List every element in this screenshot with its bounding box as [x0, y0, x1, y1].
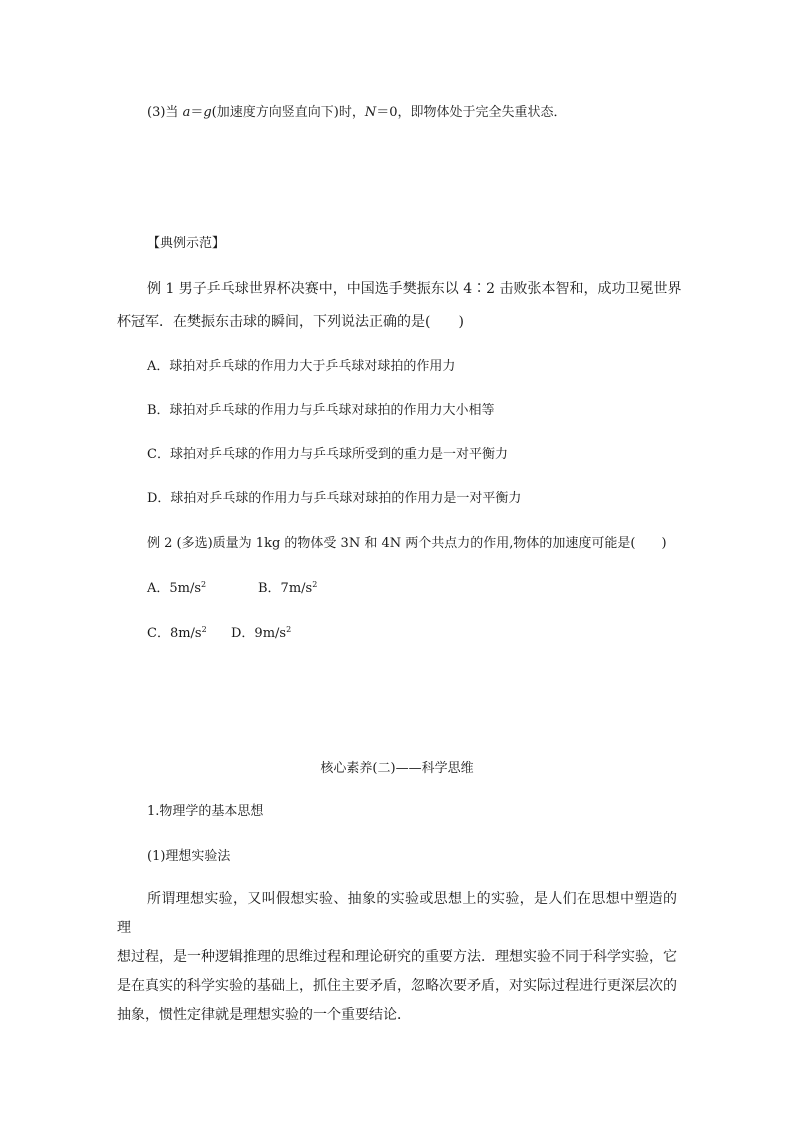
example1-option-c: C．球拍对乒乓球的作用力与乒乓球所受到的重力是一对平衡力: [147, 447, 508, 462]
example2-option-b: B．$7m/s^2$: [258, 580, 318, 596]
example1-option-d: D．球拍对乒乓球的作用力与乒乓球对球拍的作用力是一对平衡力: [147, 491, 522, 506]
paragraph-line: 抽象，惯性定律就是理想实验的一个重要结论．: [117, 1007, 411, 1023]
example2-option-a: A．$5m/s^2$: [147, 580, 207, 596]
example2-stem: 例 2 (多选)质量为 1kg 的物体受 3N 和 4N 两个共点力的作用,物体的加速度可能是( ): [147, 536, 667, 551]
paragraph-line: 所谓理想实验，又叫假想实验、抽象的实验或思想上的实验，是人们在思想中塑造的理: [117, 891, 677, 936]
subheading-basic-ideas: 1.物理学的基本思想: [147, 804, 264, 819]
paragraph-line: 是在真实的科学实验的基础上，抓住主要矛盾，忽略次要矛盾，对实际过程进行更深层次的: [117, 978, 677, 994]
example2-option-d: D．$9m/s^2$: [231, 625, 292, 641]
section-title: 核心素养(二)——科学思维: [320, 761, 474, 776]
ideal-experiment-paragraph: [117, 885, 677, 1030]
paragraph-line: 想过程，是一种逻辑推理的思维过程和理论研究的重要方法．理想实验不同于科学实验，它: [117, 949, 677, 965]
example1-stem-line1: 例 1 男子乒乓球世界杯决赛中，中国选手樊振东以 4∶2 击败张本智和，成功卫冕世界: [147, 281, 682, 297]
example2-option-c: C．$8m/s^2$: [147, 625, 207, 641]
example1-option-b: B．球拍对乒乓球的作用力与乒乓球对球拍的作用力大小相等: [147, 403, 495, 418]
example1-option-a: A．球拍对乒乓球的作用力大于乒乓球对球拍的作用力: [147, 359, 456, 374]
weightlessness-statement: (3)当 a＝g(加速度方向竖直向下)时，N＝0，即物体处于完全失重状态．: [147, 105, 567, 120]
example1-stem-line2: 杯冠军．在樊振东击球的瞬间，下列说法正确的是( ): [117, 314, 464, 330]
examples-heading: 【典例示范】: [147, 236, 226, 251]
subheading-ideal-experiment: (1)理想实验法: [147, 849, 231, 864]
